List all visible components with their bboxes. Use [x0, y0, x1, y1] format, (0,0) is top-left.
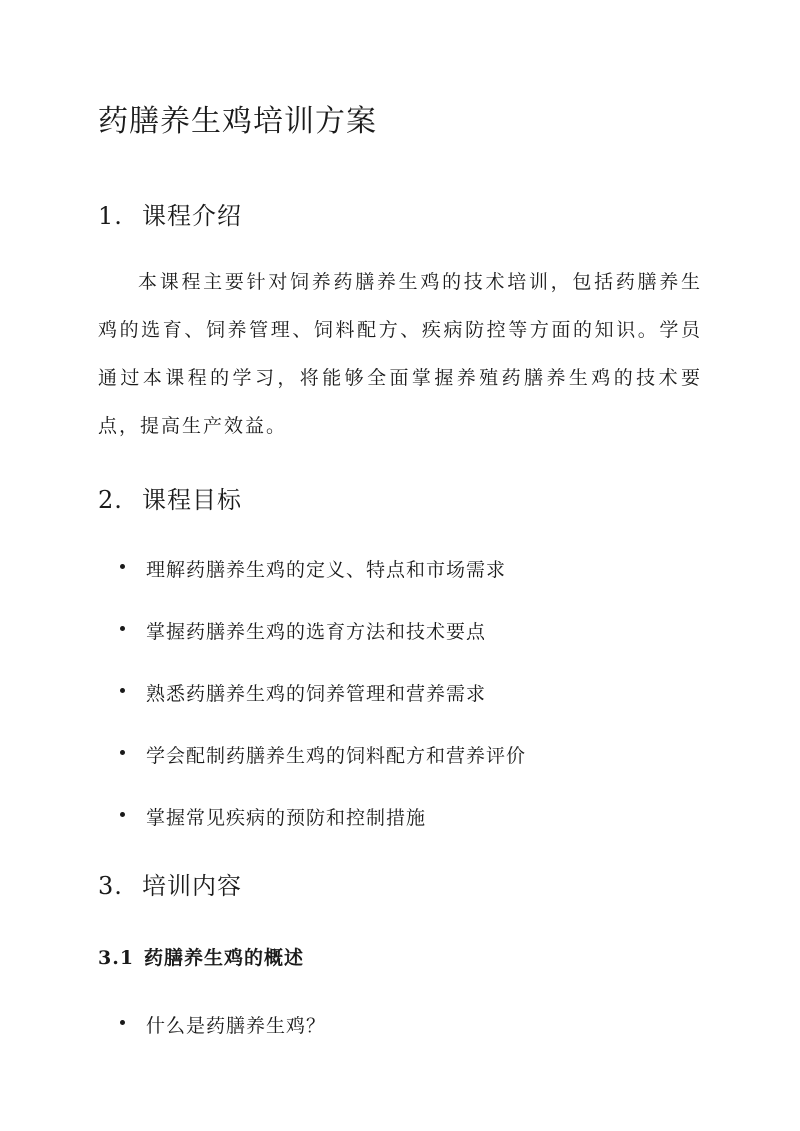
section-title: 培训内容 — [142, 872, 242, 900]
course-intro-paragraph: 本课程主要针对饲养药膳养生鸡的技术培训，包括药膳养生鸡的选育、饲养管理、饲料配方、疾病防控等方面的知识。学员通过本课程的学习，将能够全面掌握养殖药膳养生鸡的技术要点，提高生产效益。 — [98, 271, 702, 437]
document-title: 药膳养生鸡培训方案 — [98, 104, 377, 139]
list-item — [98, 741, 526, 803]
section-heading-training-content — [98, 866, 242, 901]
subsection-number: 3.1 — [98, 947, 135, 969]
subsection-heading-overview — [98, 943, 304, 970]
section-title: 课程目标 — [142, 486, 242, 514]
section-heading-course-goals — [98, 480, 242, 515]
list-item-text: 理解药膳养生鸡的定义、特点和市场需求 — [146, 559, 507, 581]
list-item — [98, 803, 526, 865]
list-item-text: 熟悉药膳养生鸡的饲养管理和营养需求 — [146, 683, 487, 705]
section-number: 3. — [98, 872, 123, 900]
subsection-title: 药膳养生鸡的概述 — [144, 947, 305, 969]
section-title: 课程介绍 — [142, 202, 242, 230]
bullet-icon — [120, 812, 125, 817]
list-item-text: 学会配制药膳养生鸡的饲料配方和营养评价 — [146, 745, 527, 767]
overview-list — [98, 1011, 326, 1073]
list-item — [98, 679, 526, 741]
course-goals-list — [98, 555, 526, 865]
list-item — [98, 617, 526, 679]
bullet-icon — [120, 1020, 125, 1025]
bullet-icon — [120, 750, 125, 755]
bullet-icon — [120, 688, 125, 693]
section-number: 1. — [98, 202, 123, 230]
list-item-text: 什么是药膳养生鸡？ — [146, 1015, 327, 1037]
bullet-icon — [120, 626, 125, 631]
list-item-text: 掌握药膳养生鸡的选育方法和技术要点 — [146, 621, 487, 643]
list-item-text: 掌握常见疾病的预防和控制措施 — [146, 807, 427, 829]
section-heading-course-intro — [98, 196, 242, 231]
section-number: 2. — [98, 486, 123, 514]
bullet-icon — [120, 564, 125, 569]
list-item — [98, 1011, 326, 1073]
list-item — [98, 555, 526, 617]
